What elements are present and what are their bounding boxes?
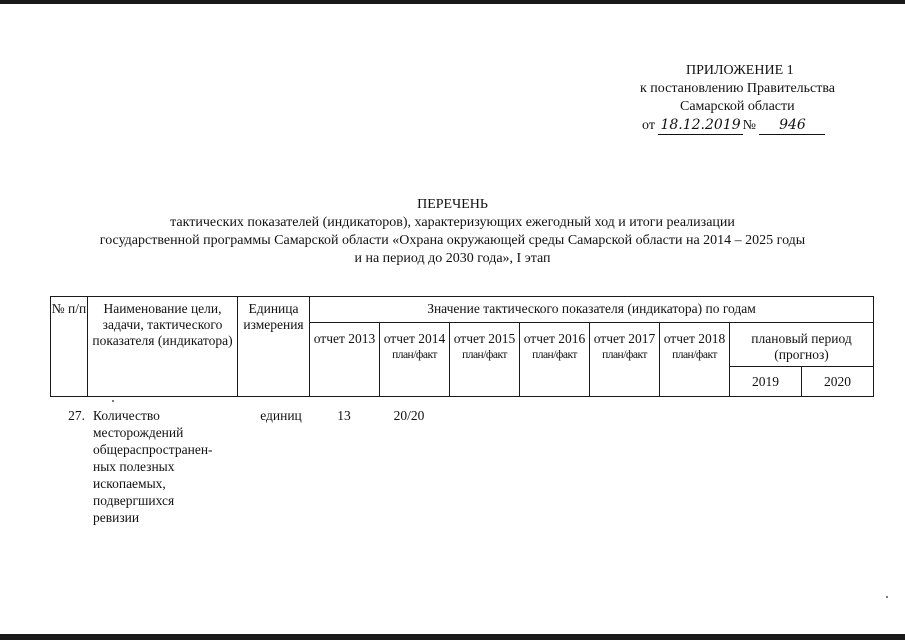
heading-line-3: и на период до 2030 года», I этап <box>354 251 551 266</box>
plan-fact-label: план/факт <box>672 349 717 361</box>
heading-title: ПЕРЕЧЕНЬ <box>417 197 488 212</box>
name-line: Количество <box>93 408 160 423</box>
scan-speck <box>886 596 888 598</box>
scan-speck <box>112 400 114 402</box>
name-line: подвергшихся <box>93 493 175 508</box>
appendix-line-2: к постановлению Правительства <box>640 81 836 96</box>
date-prefix: от <box>642 118 655 133</box>
row-number: 27. <box>68 408 85 423</box>
year-label: отчет 2015 <box>453 331 516 346</box>
col-header-plan-2019: 2019 <box>730 367 802 397</box>
number-label: № <box>742 118 756 133</box>
col-header-unit: Единица измерения <box>238 297 310 397</box>
heading-line-1: тактических показателей (индикаторов), характеризующих ежегодный ход и итоги реализации <box>170 215 735 230</box>
document-heading <box>40 196 865 268</box>
plan-fact-label: план/факт <box>392 349 437 361</box>
col-header-year-2014 <box>380 323 450 397</box>
scan-edge-top <box>0 0 905 4</box>
handwritten-number: 946 <box>759 116 825 135</box>
year-label: отчет 2014 <box>383 331 446 346</box>
handwritten-date: 18.12.2019 <box>660 117 741 133</box>
appendix-date-row <box>642 116 825 135</box>
row-indicator-name <box>93 407 243 526</box>
name-line: ископаемых, <box>93 476 166 491</box>
col-header-no: № п/п <box>51 297 88 397</box>
plan-fact-label: план/факт <box>532 349 577 361</box>
year-label: отчет 2017 <box>593 331 656 346</box>
col-header-year-2017 <box>590 323 660 397</box>
row-value-2013: 13 <box>337 408 351 423</box>
name-line: ных полезных <box>93 459 175 474</box>
col-header-year-2018 <box>660 323 730 397</box>
indicators-table-header <box>50 296 874 397</box>
row-value-2014: 20/20 <box>393 408 425 423</box>
col-header-year-2016 <box>520 323 590 397</box>
col-header-name: Наименование цели, задачи, тактического показателя (индикатора) <box>88 297 238 397</box>
year-label: отчет 2018 <box>663 331 726 346</box>
year-label: отчет 2016 <box>523 331 586 346</box>
col-header-year-2015 <box>450 323 520 397</box>
name-line: месторождений <box>93 425 184 440</box>
appendix-title: ПРИЛОЖЕНИЕ 1 <box>686 63 794 78</box>
row-unit: единиц <box>260 408 302 423</box>
col-header-plan-2020: 2020 <box>802 367 874 397</box>
appendix-line-3: Самарской области <box>680 99 795 114</box>
scan-edge-bottom <box>0 634 905 640</box>
name-line: ревизии <box>93 510 140 525</box>
name-line: общераспространен- <box>93 442 213 457</box>
col-header-year-2013 <box>310 323 380 397</box>
plan-fact-label: план/факт <box>462 349 507 361</box>
heading-line-2: государственной программы Самарской области «Охрана окружающей среды Самарской области на 2014 – 2025 годы <box>99 233 806 248</box>
plan-fact-label: план/факт <box>602 349 647 361</box>
year-label: отчет 2013 <box>313 331 376 346</box>
col-header-values: Значение тактического показателя (индикатора) по годам <box>310 297 874 323</box>
col-header-plan-period: плановый период (прогноз) <box>730 323 874 367</box>
